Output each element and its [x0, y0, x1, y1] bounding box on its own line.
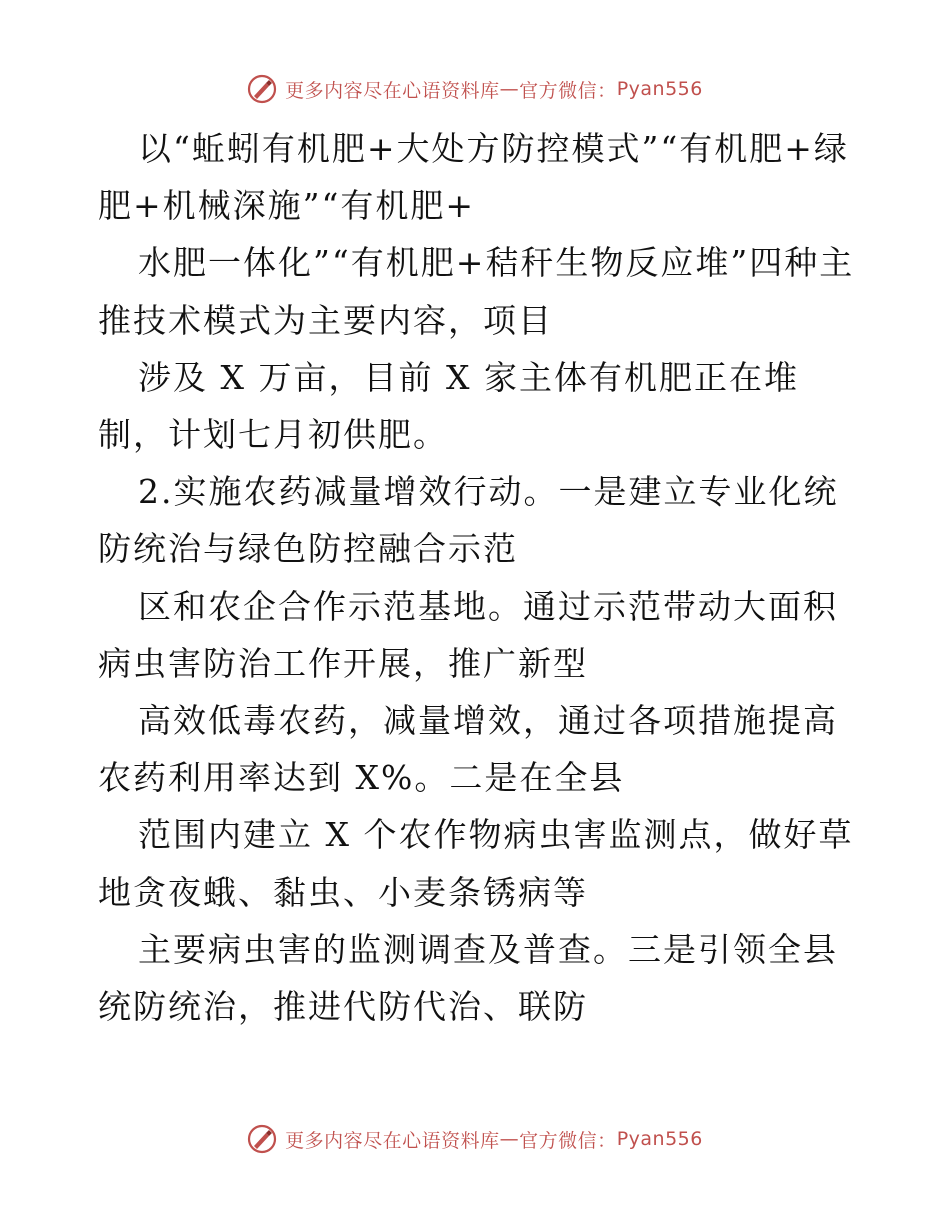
header-wechat-label: 官方微信：	[519, 79, 617, 102]
footer-separator: —	[499, 1128, 520, 1150]
paragraph-line: 区和农企合作示范基地。通过示范带动大面积病虫害防治工作开展，推广新型	[98, 586, 838, 683]
footer-wechat-label: 官方微信：	[519, 1129, 617, 1152]
document-body	[98, 120, 858, 1035]
pen-logo-icon	[247, 1124, 277, 1154]
pen-logo-icon	[247, 74, 277, 104]
footer-wechat-id: Pyan556	[616, 1128, 703, 1150]
footer-banner	[0, 1124, 950, 1154]
header-banner	[0, 74, 950, 104]
header-separator: —	[499, 78, 520, 100]
header-wechat-id: Pyan556	[616, 78, 703, 100]
paragraph-line: 水肥一体化”“有机肥+秸秆生物反应堆”四种主推技术模式为主要内容，项目	[98, 243, 855, 340]
paragraph-line: 涉及 X 万亩，目前 X 家主体有机肥正在堆制，计划七月初供肥。	[98, 357, 799, 455]
footer-brand-text: 更多内容尽在心语资料库	[285, 1129, 500, 1152]
paragraph-line: 2.实施农药减量增效行动。一是建立专业化统防统治与绿色防控融合示范	[98, 472, 839, 569]
paragraph-line: 以“蚯蚓有机肥+大处方防控模式”“有机肥+绿肥+机械深施”“有机肥+	[98, 129, 849, 226]
paragraph-line: 范围内建立 X 个农作物病虫害监测点，做好草地贪夜蛾、黏虫、小麦条锈病等	[98, 815, 854, 912]
paragraph-line: 高效低毒农药，减量增效，通过各项措施提高农药利用率达到 X%。二是在全县	[98, 701, 838, 798]
paragraph-line: 主要病虫害的监测调查及普查。三是引领全县统防统治，推进代防代治、联防	[98, 929, 838, 1027]
header-brand-text: 更多内容尽在心语资料库	[285, 79, 500, 102]
